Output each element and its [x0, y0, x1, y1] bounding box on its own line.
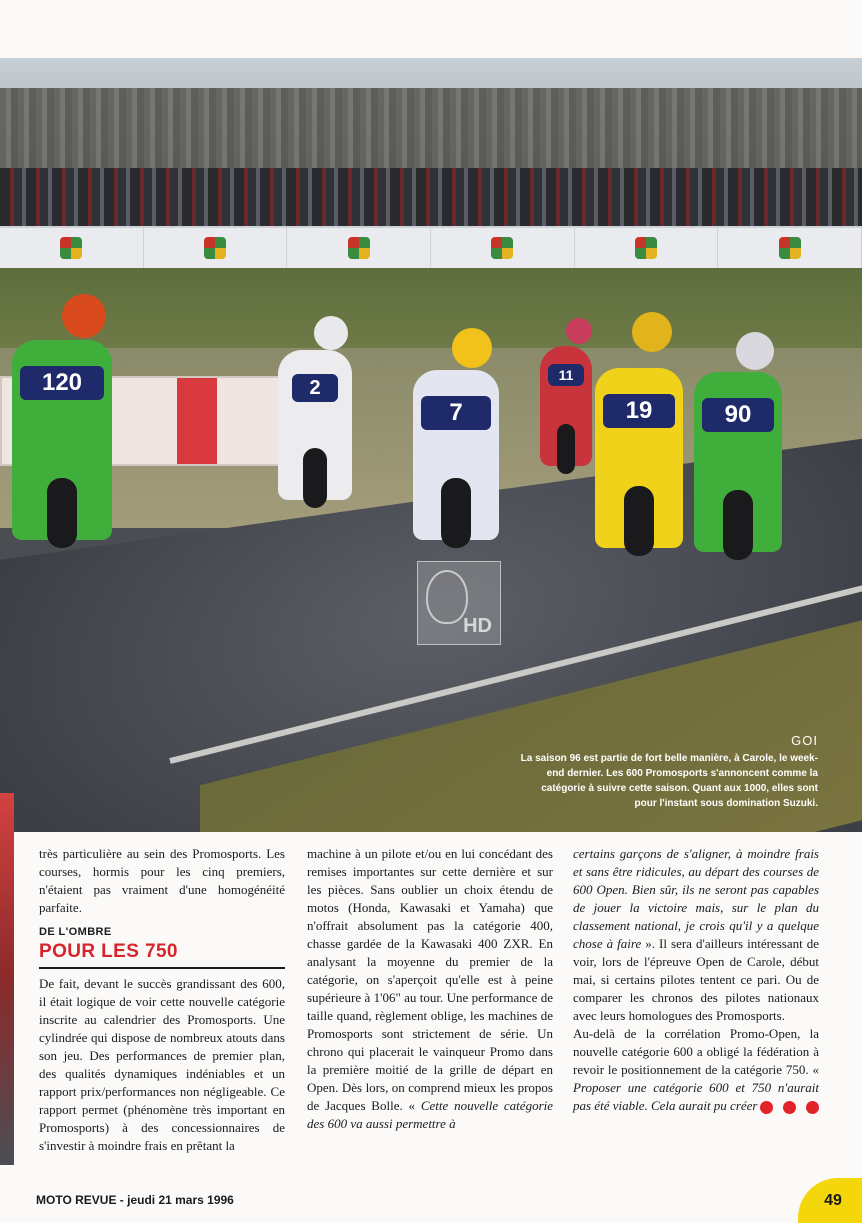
motorcycle — [413, 370, 499, 540]
rider-helmet — [736, 332, 774, 370]
section-kicker: DE L'OMBRE — [39, 926, 112, 938]
motorcycle — [694, 372, 782, 552]
race-number: 19 — [603, 394, 675, 428]
paragraph: Au-delà de la corrélation Promo-Open, la nouvelle catégorie 600 a obligé la fédération à revoir le positionnement de la catégorie 750. « Proposer une catégorie 600 et 750 n'aurait pas été viable. Cela aurait pu créer — [573, 1026, 819, 1113]
logo-mark-icon — [204, 237, 226, 259]
motorcycle — [595, 368, 683, 548]
article-column-2 — [307, 845, 553, 1133]
dot-icon — [783, 1101, 796, 1114]
logo-mark-icon — [60, 237, 82, 259]
race-number: 120 — [20, 366, 104, 400]
race-photo — [0, 58, 862, 832]
photo-caption: La saison 96 est partie de fort belle manière, à Carole, le week-end dernier. Les 600 Promosports s'annoncent comme la catégorie à suivre cette saison. Quant aux 1000, elles sont pour l'instant sous domination Suzuki. — [520, 753, 818, 809]
section-heading: POUR LES 750 — [39, 941, 178, 962]
rider-helmet — [314, 316, 348, 350]
race-number: 2 — [292, 374, 338, 402]
quote-text: Cette nouvelle catégorie des 600 va aussi permettre à — [307, 1098, 554, 1131]
dot-icon — [760, 1101, 773, 1114]
quote-text: certains garçons de s'aligner, à moindre frais et sans être ridicules, au départ des courses de 600 Open. Bien sûr, ils ne seront pas capables de jouer la victoire mais, sur le plan du classement national, je crois qu'il y a quelque chose à faire — [573, 846, 819, 951]
photo-credit: GOI — [791, 733, 818, 748]
rider-helmet — [566, 318, 592, 344]
logo-mark-icon — [635, 237, 657, 259]
article-column-1 — [39, 845, 285, 1155]
race-number: 90 — [702, 398, 774, 432]
race-number: 11 — [548, 364, 584, 386]
race-number: 7 — [421, 396, 491, 430]
motorcycle — [540, 346, 592, 466]
spectator-crowd — [0, 168, 862, 228]
quote-text: Proposer une catégorie 600 et 750 n'aurait pas été viable. Cela aurait pu créer — [573, 1080, 819, 1113]
tree-line — [0, 88, 862, 178]
rider-helmet — [452, 328, 492, 368]
watermark: HD — [417, 561, 501, 645]
heading-rule — [39, 967, 285, 969]
footer-publication: MOTO REVUE - jeudi 21 mars 1996 — [36, 1193, 234, 1207]
continued-marker — [760, 1101, 819, 1114]
page-edge-strip — [0, 793, 14, 1165]
paragraph: machine à un pilote et/ou en lui concédant des remises importantes sur cette dernière et sur les pièces. Sans oublier un choix étendu de motos (Honda, Kawasaki et Yamaha) que n'offrait absolument pas la catégorie 400, chasse gardée de la Kawasaki 400 ZXR. En analysant la moyenne du premier de la catégorie, on s'aperçoit qu'elle est à peine supérieure à 1'06" au tour. Une performance de taille quand, règlement oblige, les machines de Promosports sont strictement de série. Un chrono qui placerait le vainqueur Promo dans la première moitié de la grille de départ en Open. Dès lors, on comprend mieux les propos de Jacques Bolle. « Cette nouvelle catégorie des 600 va aussi permettre à — [307, 846, 554, 1131]
rider-helmet — [632, 312, 672, 352]
logo-mark-icon — [348, 237, 370, 259]
paragraph: certains garçons de s'aligner, à moindre frais et sans être ridicules, au départ des courses de 600 Open. Bien sûr, ils ne seront pas capables de jouer la victoire mais, sur le plan du classement national, je crois qu'il y a quelque chose à faire ». Il sera d'ailleurs intéressant de voir, lors de l'épreuve Open de Carole, début mai, si certains pilotes tentent ce pari. Ou de comparer les chronos des pilotes nationaux avec leurs homologues des Promosports. — [573, 846, 819, 1023]
portrait-icon — [426, 570, 468, 624]
logo-mark-icon — [491, 237, 513, 259]
article-column-3 — [573, 845, 819, 1115]
paragraph: très particulière au sein des Promosports. Les courses, hormis pour les cinq premiers, n'étaient pas vraiment d'une homogénéité parfaite. — [39, 846, 285, 915]
motorcycle — [278, 350, 352, 500]
rider-helmet — [62, 294, 106, 338]
page-number: 49 — [798, 1178, 862, 1223]
trackside-banner — [0, 226, 862, 270]
dot-icon — [806, 1101, 819, 1114]
grass-infield — [0, 268, 862, 348]
paragraph: De fait, devant le succès grandissant des 600, il était logique de voir cette nouvelle catégorie inscrite au calendrier des Promosports. Une cylindrée qui dispose de nombreux atouts dans son jeu. Des performances de premier plan, des qualités dynamiques indéniables et un rapport prix/performances non négligeable. Ce rapport permet (phénomène très important en Promosports) à des concessionnaires de s'investir à moindre frais en prêtant la — [39, 976, 285, 1153]
motorcycle — [12, 340, 112, 540]
logo-mark-icon — [779, 237, 801, 259]
